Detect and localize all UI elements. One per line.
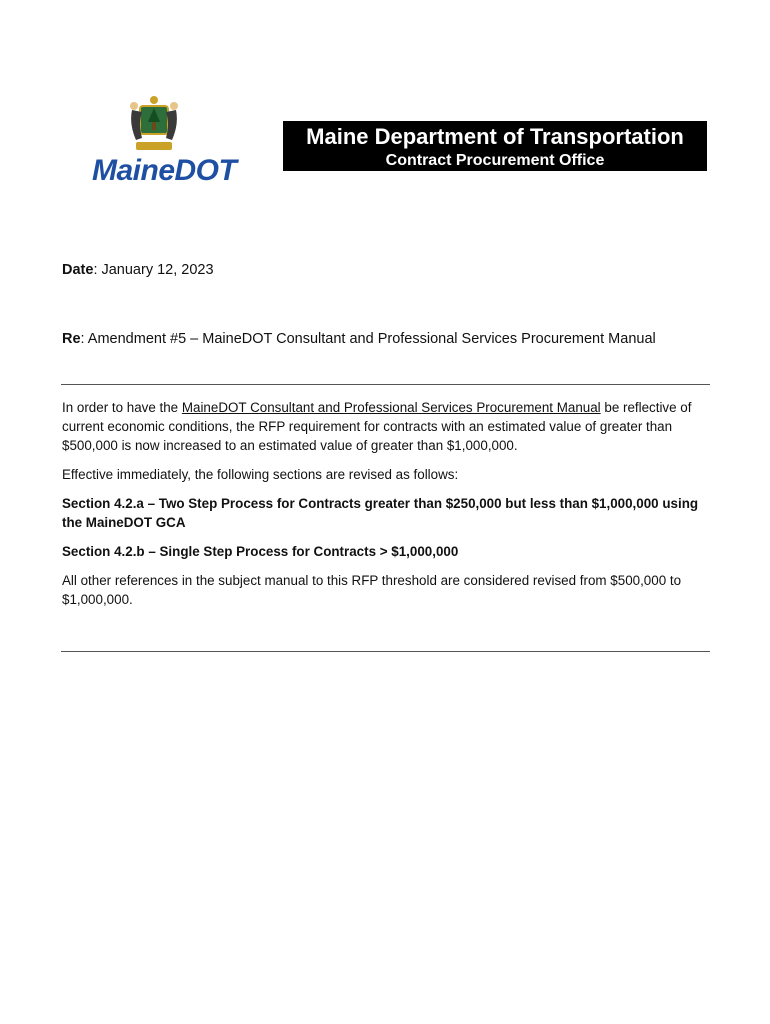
- header-subtitle: Contract Procurement Office: [385, 152, 605, 169]
- re-value: : Amendment #5 – MaineDOT Consultant and Professional Services Procurement Manual: [80, 331, 656, 347]
- intro-text-start: In order to have the: [62, 400, 182, 415]
- mainedot-logo: [86, 92, 236, 202]
- re-line: [62, 331, 656, 347]
- date-label: Date: [62, 262, 94, 278]
- paragraph-intro: [62, 398, 710, 455]
- logo-wordmark: MaineDOT: [92, 154, 237, 187]
- divider-bottom: [61, 651, 710, 652]
- section-4-2-b: Section 4.2.b – Single Step Process for Contracts > $1,000,000: [62, 544, 459, 559]
- letter-body: [62, 398, 710, 619]
- re-label: Re: [62, 331, 81, 347]
- intro-text-end: be reflective of current economic conditions, the RFP requirement for contracts with an estimated value of greater than $500,000 is now increased to an estimated value of greater than $1,000,000.: [62, 400, 692, 453]
- state-seal-icon: [122, 92, 186, 156]
- date-line: [62, 262, 214, 278]
- header-title: Maine Department of Transportation: [306, 124, 684, 149]
- paragraph-effective: Effective immediately, the following sections are revised as follows:: [62, 467, 459, 482]
- divider-top: [61, 384, 710, 385]
- paragraph-other-references: All other references in the subject manual to this RFP threshold are considered revised from $500,000 to $1,000,000.: [62, 573, 682, 607]
- section-4-2-a: Section 4.2.a – Two Step Process for Contracts greater than $250,000 but less than $1,000,000 using the MaineDOT GCA: [62, 496, 699, 530]
- date-value: : January 12, 2023: [93, 262, 214, 278]
- manual-link[interactable]: MaineDOT Consultant and Professional Services Procurement Manual: [181, 400, 601, 415]
- header-banner: [283, 121, 707, 171]
